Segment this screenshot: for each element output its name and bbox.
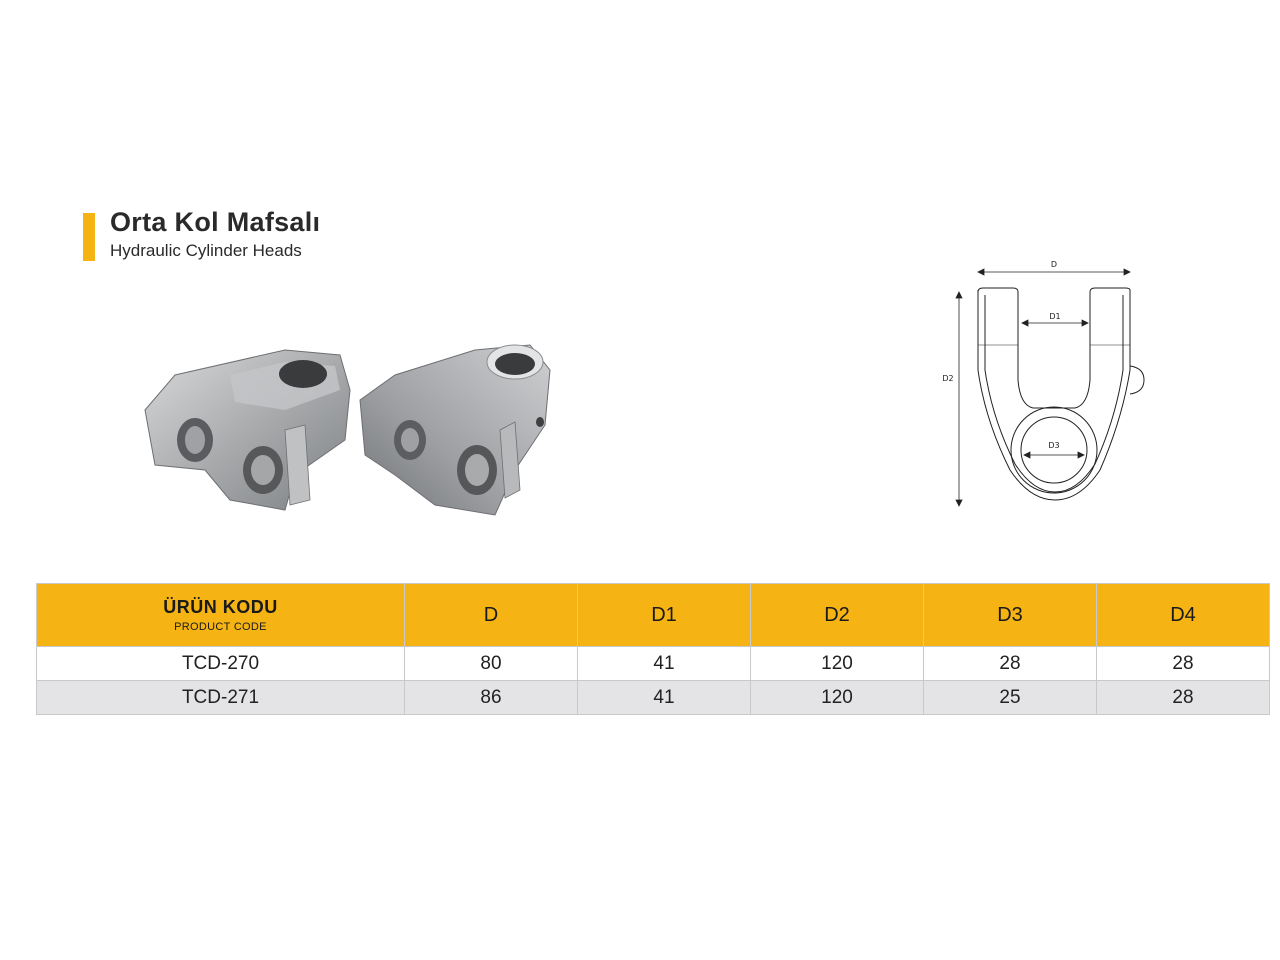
cell-d4: 28: [1097, 681, 1270, 715]
cell-d: 80: [405, 647, 578, 681]
cell-d1: 41: [578, 681, 751, 715]
product-code-sublabel: PRODUCT CODE: [174, 621, 267, 633]
dim-label-d: D: [1050, 260, 1058, 269]
clevis-right: [360, 345, 550, 515]
header-d3: D3: [924, 584, 1097, 647]
header-d4: D4: [1097, 584, 1270, 647]
cell-d2: 120: [751, 681, 924, 715]
dim-label-d2: D2: [942, 374, 954, 383]
spec-table: [36, 583, 1270, 715]
header-d1: D1: [578, 584, 751, 647]
header-product-code: [37, 584, 405, 647]
cell-code: TCD-270: [37, 647, 405, 681]
header-d2: D2: [751, 584, 924, 647]
product-photo: [135, 330, 565, 530]
title-accent-bar: [83, 213, 95, 261]
product-code-label: ÜRÜN KODU: [163, 597, 278, 617]
table-header-row: [37, 584, 1270, 647]
technical-drawing: [930, 250, 1150, 520]
table-row: [37, 681, 1270, 715]
clevis-left: [145, 350, 350, 510]
cell-code: TCD-271: [37, 681, 405, 715]
dim-label-d3: D3: [1048, 441, 1060, 450]
table-row: [37, 647, 1270, 681]
cell-d1: 41: [578, 647, 751, 681]
cell-d3: 28: [924, 647, 1097, 681]
header-d: D: [405, 584, 578, 647]
cell-d3: 25: [924, 681, 1097, 715]
page-subtitle: Hydraulic Cylinder Heads: [110, 241, 302, 260]
cell-d4: 28: [1097, 647, 1270, 681]
page-title: Orta Kol Mafsalı: [110, 207, 321, 237]
cell-d2: 120: [751, 647, 924, 681]
cell-d: 86: [405, 681, 578, 715]
dim-label-d1: D1: [1049, 312, 1061, 321]
